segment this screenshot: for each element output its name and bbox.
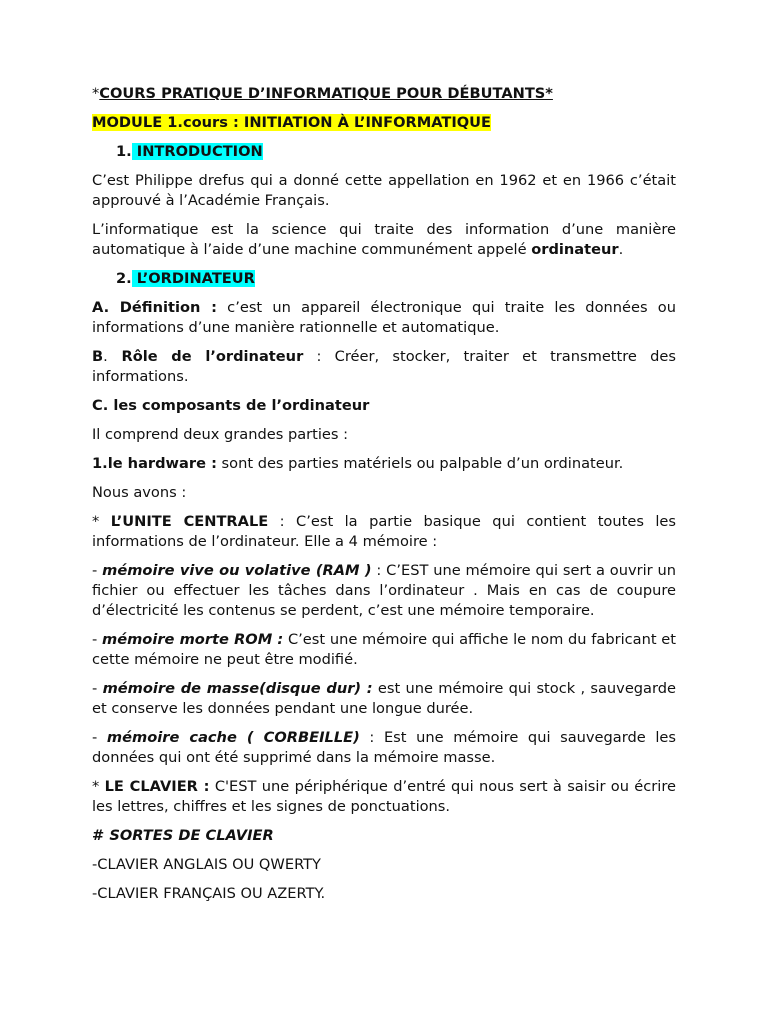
ordinateur-term: ordinateur <box>531 241 619 258</box>
section-introduction: 1. INTRODUCTION <box>116 143 263 160</box>
intro-paragraph-1: C’est Philippe drefus qui a donné cette appellation en 1962 et en 1966 c’était approuvé à l’Académie Français. <box>92 172 676 209</box>
masse-label: mémoire de masse(disque dur) : <box>102 680 373 697</box>
comprend-paragraph: Il comprend deux grandes parties : <box>92 426 349 443</box>
module-heading <box>92 113 676 133</box>
ram-paragraph: - mémoire vive ou volative (RAM ) : C’EST une mémoire qui sert a ouvrir un fichier ou effectuer les tâches dans l’ordinateur . Mais en cas de coupure d’électricité les contenus se perdent, c’est une mémoire temporaire. <box>92 562 677 619</box>
cache-label: mémoire cache ( CORBEILLE) <box>106 729 360 746</box>
clavier-francais-item: -CLAVIER FRANÇAIS OU AZERTY. <box>92 885 326 902</box>
cache-paragraph: - mémoire cache ( CORBEILLE) : Est une mémoire qui sauvegarde les données qui ont été supprimé dans la mémoire masse. <box>92 729 676 766</box>
definition-paragraph: A. Définition : c’est un appareil électronique qui traite les données ou informations d’une manière rationnelle et automatique. <box>92 299 676 336</box>
unite-centrale-label: L’UNITE CENTRALE <box>110 513 269 530</box>
module-label: MODULE 1.cours : INITIATION À L’INFORMATIQUE <box>92 114 492 131</box>
clavier-label: LE CLAVIER : <box>104 778 210 795</box>
unite-centrale-paragraph: * L’UNITE CENTRALE : C’est la partie basique qui contient toutes les informations de l’ordinateur. Elle a 4 mémoire : <box>92 513 677 550</box>
document-title: *COURS PRATIQUE D’INFORMATIQUE POUR DÉBUTANTS* <box>92 85 553 102</box>
section-introduction-label: INTRODUCTION <box>131 143 263 160</box>
masse-paragraph: - mémoire de masse(disque dur) : est une mémoire qui stock , sauvegarde et conserve les données pendant une longue durée. <box>92 680 676 717</box>
ram-label: mémoire vive ou volative (RAM ) <box>102 562 372 579</box>
clavier-anglais-item: -CLAVIER ANGLAIS OU QWERTY <box>92 856 321 873</box>
sortes-heading: # SORTES DE CLAVIER <box>92 827 274 844</box>
sortes-label: SORTES DE CLAVIER <box>109 827 274 844</box>
role-paragraph: B. Rôle de l’ordinateur : Créer, stocker, traiter et transmettre des informations. <box>92 348 676 385</box>
role-label: Rôle de l’ordinateur <box>107 348 304 365</box>
nous-avons-paragraph: Nous avons : <box>92 484 187 501</box>
hardware-paragraph: 1.le hardware : sont des parties matériels ou palpable d’un ordinateur. <box>92 455 624 472</box>
definition-label: A. Définition : <box>92 299 217 316</box>
title-text: COURS PRATIQUE D’INFORMATIQUE POUR DÉBUTANTS* <box>99 85 553 102</box>
rom-label: mémoire morte ROM : <box>102 631 284 648</box>
section-ordinateur-label: L’ORDINATEUR <box>131 270 255 287</box>
document-body <box>92 84 676 913</box>
rom-paragraph: - mémoire morte ROM : C’est une mémoire qui affiche le nom du fabricant et cette mémoire ne peut être modifié. <box>92 631 677 668</box>
clavier-paragraph: * LE CLAVIER : C'EST une périphérique d’entré qui nous sert à saisir ou écrire les lettres, chiffres et les signes de ponctuations. <box>92 778 677 815</box>
hardware-label: 1.le hardware : <box>92 455 217 472</box>
section-ordinateur: 2. L’ORDINATEUR <box>116 270 255 287</box>
intro-paragraph-2: L’informatique est la science qui traite des information d’une manière automatique à l’aide d’une machine communément appelé ordinateur. <box>92 221 676 258</box>
composants-heading: C. les composants de l’ordinateur <box>92 397 370 414</box>
